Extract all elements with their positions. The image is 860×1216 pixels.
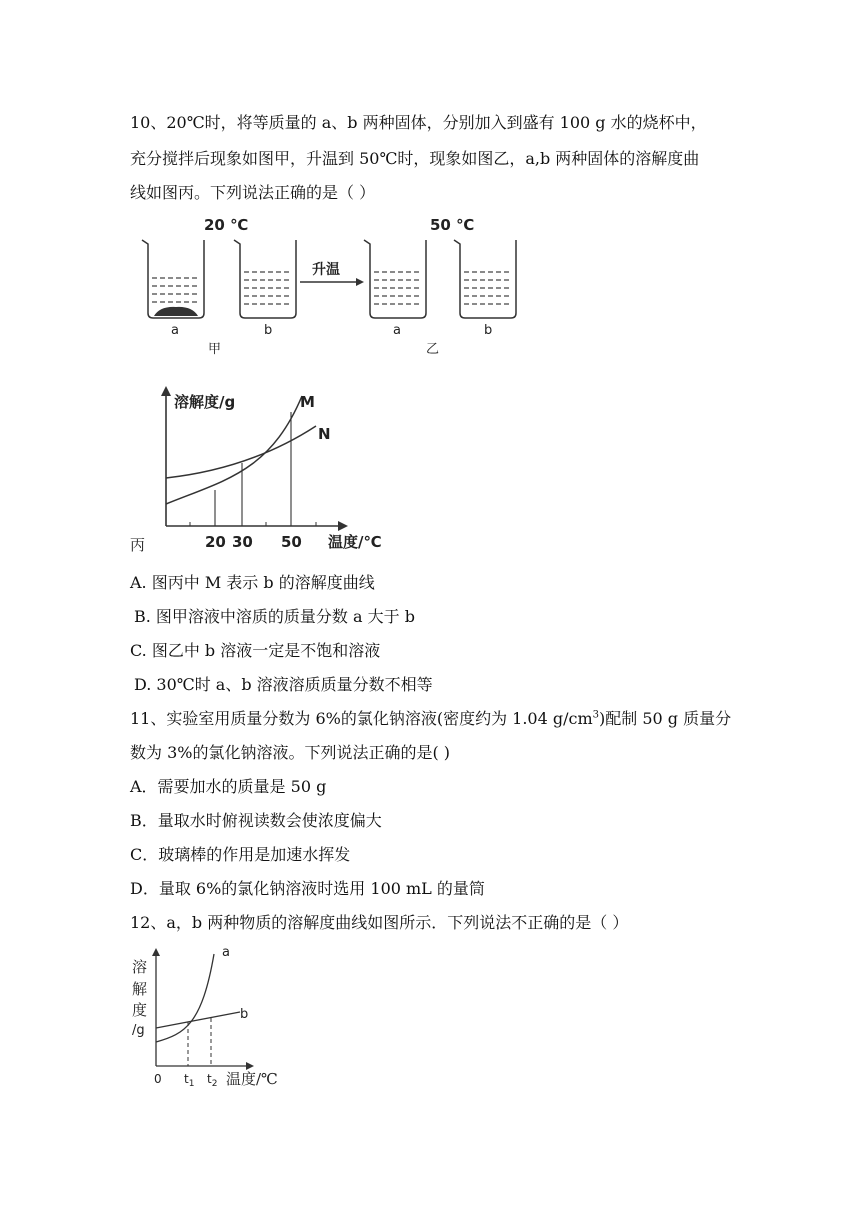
q10-option-a: A. 图丙中 M 表示 b 的溶解度曲线 <box>130 573 375 592</box>
ylabel-char: 溶 <box>132 958 148 976</box>
beaker-label: a <box>393 323 401 338</box>
series-label-a: a <box>222 945 230 960</box>
beaker-a-20c <box>142 240 204 318</box>
q10-option-d: D. 30℃时 a、b 溶液溶质质量分数不相等 <box>134 675 433 694</box>
q10-option-b: B. 图甲溶液中溶质的质量分数 a 大于 b <box>134 607 415 626</box>
ylabel-char: 解 <box>132 980 148 998</box>
q10-line-1: 10、20℃时，将等质量的 a、b 两种固体，分别加入到盛有 100 g 水的烧杯中， <box>130 113 707 132</box>
q11-line-1-b: )配制 50 g 质量分 <box>599 709 732 728</box>
series-label-M: M <box>300 393 315 411</box>
tick-label: 30 <box>232 533 253 551</box>
q11-option-c: C．玻璃棒的作用是加速水挥发 <box>130 845 351 864</box>
heat-arrow-label: 升温 <box>312 262 340 278</box>
solubility-curve-figure <box>130 382 400 554</box>
t1-label: $t_1$ <box>184 1072 195 1089</box>
x-axis-label: 温度/℃ <box>226 1070 278 1088</box>
curve-M <box>166 396 302 504</box>
x-axis-label: 温度/℃ <box>328 533 382 551</box>
beaker-label: b <box>264 323 273 338</box>
q10-option-c: C. 图乙中 b 溶液一定是不饱和溶液 <box>130 641 381 660</box>
q10-line-2: 充分搅拌后现象如图甲，升温到 50℃时，现象如图乙，a,b 两种固体的溶解度曲 <box>130 149 700 168</box>
y-axis-arrow <box>161 386 171 396</box>
curve-b <box>156 1012 240 1028</box>
curve-a <box>156 954 214 1042</box>
q10-line-3: 线如图丙。下列说法正确的是（ ） <box>130 183 376 202</box>
q11-option-b: B．量取水时俯视读数会使浓度偏大 <box>130 811 382 830</box>
caption-jia: 甲 <box>208 342 222 357</box>
q11-line-1 <box>130 708 731 730</box>
y-axis-label: 溶解度/g <box>174 393 236 411</box>
series-label-b: b <box>240 1007 249 1022</box>
tick-label: 20 <box>205 533 226 551</box>
q12-line-1: 12、a，b 两种物质的溶解度曲线如图所示．下列说法不正确的是（ ） <box>130 913 629 932</box>
caption-yi: 乙 <box>426 342 440 357</box>
series-label-N: N <box>318 425 331 443</box>
beaker-label: a <box>171 323 179 338</box>
ylabel-char: 度 <box>132 1001 148 1019</box>
beaker-figure <box>130 210 530 360</box>
q11-line-1-a: 11、实验室用质量分数为 6%的氯化钠溶液(密度约为 1.04 g/cm <box>130 709 593 728</box>
q11-option-a: A．需要加水的质量是 50 g <box>130 777 327 796</box>
beaker-label: b <box>484 323 493 338</box>
q12-solubility-figure <box>130 942 290 1092</box>
caption-bing: 丙 <box>130 536 146 554</box>
x-axis-arrow <box>338 521 348 531</box>
y-axis-arrow <box>152 948 160 956</box>
temp-label-50c: 50 ℃ <box>430 216 475 234</box>
beaker-b-50c <box>454 240 516 318</box>
t2-label: $t_2$ <box>207 1072 218 1089</box>
q11-option-d: D．量取 6%的氯化钠溶液时选用 100 mL 的量筒 <box>130 879 485 898</box>
q11-superscript: 3 <box>592 709 600 721</box>
curve-N <box>166 426 316 478</box>
undissolved-solid <box>154 307 198 316</box>
origin-label: 0 <box>154 1072 162 1086</box>
arrow-head <box>356 278 364 286</box>
q11-line-2: 数为 3%的氯化钠溶液。下列说法正确的是( ) <box>130 743 451 762</box>
ylabel-char: /g <box>132 1023 145 1038</box>
temp-label-20c: 20 ℃ <box>204 216 249 234</box>
tick-label: 50 <box>281 533 302 551</box>
beaker-a-50c <box>364 240 426 318</box>
x-axis-arrow <box>246 1062 254 1070</box>
beaker-b-20c <box>234 240 296 318</box>
